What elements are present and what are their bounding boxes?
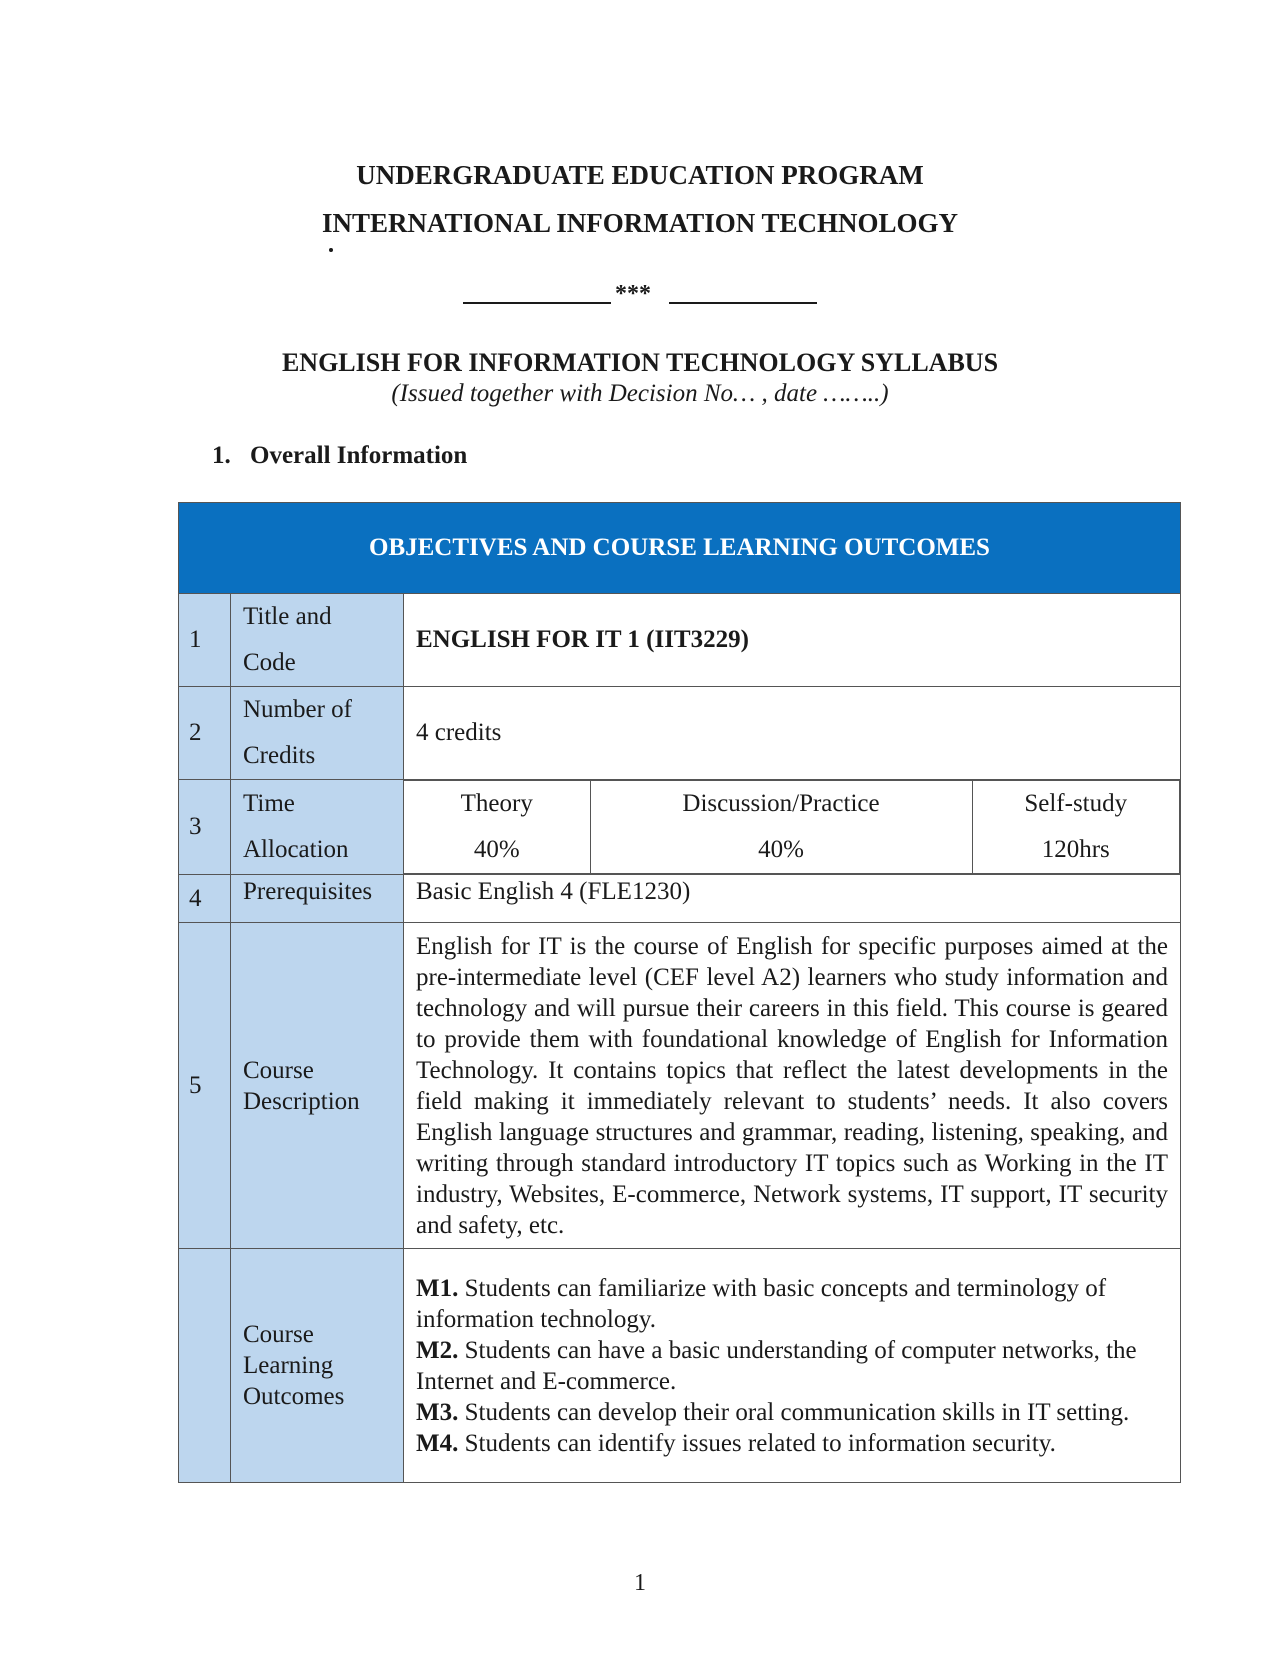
row-label [231,687,404,780]
label-line: Code [243,649,296,676]
row-label: Prerequisites [231,875,404,923]
label-line: Description [243,1087,360,1115]
outcome-item [416,1397,1168,1428]
label-line: Outcomes [243,1383,345,1410]
time-col-name: Self-study [1024,790,1128,817]
time-col-name: Theory [460,790,533,817]
label-line: Allocation [243,836,349,863]
table-row [179,1249,1181,1483]
outcome-code: M2. [416,1336,459,1364]
label-line: Title and [243,603,332,630]
row-number [179,1249,231,1483]
outcome-item [416,1428,1168,1459]
label-line: Course [243,1056,314,1084]
credits-value: 4 credits [404,687,1181,780]
outcome-text: Students can familiarize with basic concepts and terminology of information technology. [416,1274,1107,1333]
time-col-value: 40% [758,836,804,863]
time-allocation [404,780,1181,875]
prerequisites-value: Basic English 4 (FLE1230) [404,875,1181,923]
time-col [972,781,1180,874]
label-line: Time [243,790,295,817]
row-label [231,594,404,687]
time-col-value: 40% [473,836,520,863]
label-line: Credits [243,742,316,769]
table-header-row [179,503,1181,594]
table-row [179,780,1181,875]
row-number: 1 [179,594,231,687]
table-row [179,687,1181,780]
separator-stars: *** [615,281,651,307]
row-number: 2 [179,687,231,780]
overview-table [178,502,1181,1483]
separator [0,281,1280,307]
row-label [231,780,404,875]
stray-dot [329,248,333,252]
label-line: Learning [243,1352,334,1379]
time-allocation-row [404,781,1180,874]
row-label [231,1249,404,1483]
time-col-value: 120hrs [1041,836,1110,863]
outcome-text: Students can identify issues related to information security. [458,1429,1056,1457]
row-number: 5 [179,923,231,1249]
program-title: UNDERGRADUATE EDUCATION PROGRAM [356,160,924,190]
table-header: OBJECTIVES AND COURSE LEARNING OUTCOMES [179,503,1181,594]
time-col [404,781,590,874]
section-title: Overall Information [250,442,468,469]
separator-line-right [669,282,817,304]
page-number: 1 [634,1570,646,1596]
table-row [179,594,1181,687]
outcome-code: M3. [416,1398,459,1426]
table-row [179,923,1181,1249]
outcome-code: M1. [416,1274,459,1302]
table-row [179,875,1181,923]
program-subtitle: INTERNATIONAL INFORMATION TECHNOLOGY [321,208,959,238]
section-number: 1. [212,442,231,469]
outcome-item [416,1273,1168,1335]
time-col [590,781,972,874]
syllabus-subtitle: (Issued together with Decision No… , date ……..) [391,380,889,407]
section-heading [212,442,467,470]
outcome-text: Students can develop their oral communication skills in IT setting. [458,1398,1130,1426]
separator-line-left [463,282,611,304]
row-label [231,923,404,1249]
row-number: 4 [179,875,231,923]
syllabus-title: ENGLISH FOR INFORMATION TECHNOLOGY SYLLABUS [281,348,999,377]
outcome-code: M4. [416,1429,459,1457]
row-number: 3 [179,780,231,875]
outcome-text: Students can have a basic understanding of computer networks, the Internet and E-commerce. [416,1336,1137,1395]
course-title-code: ENGLISH FOR IT 1 (IIT3229) [404,594,1181,687]
learning-outcomes [404,1249,1181,1483]
course-description: English for IT is the course of English for specific purposes aimed at the pre-intermediate level (CEF level A2) learners who study information and technology and will pursue their careers in this field. This course is geared to provide them with foundational knowledge of English for Information Technology. It contains topics that reflect the latest developments in the field making it immediately relevant to students’ needs. It also covers English language structures and grammar, reading, listening, speaking, and writing through standard introductory IT topics such as Working in the IT industry, Websites, E-commerce, Network systems, IT support, IT security and safety, etc. [404,923,1181,1249]
time-col-name: Discussion/Practice [682,790,880,817]
label-line: Number of [243,696,352,723]
label-line: Course [243,1321,314,1348]
outcome-item [416,1335,1168,1397]
time-allocation-table [404,780,1180,874]
